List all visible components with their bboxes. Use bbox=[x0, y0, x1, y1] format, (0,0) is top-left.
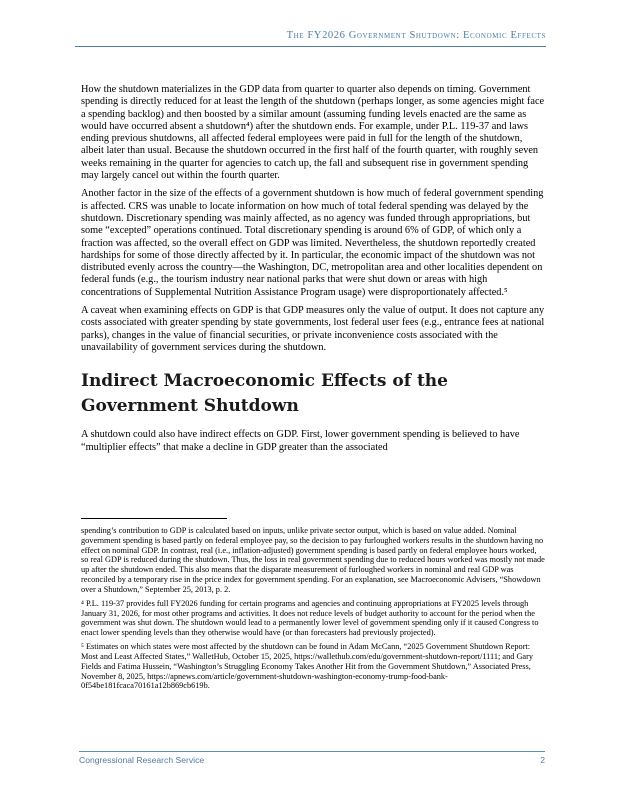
section-heading: Indirect Macroeconomic Effects of the Government Shutdown bbox=[81, 371, 448, 417]
footnotes-section bbox=[81, 518, 545, 696]
footnote-5: ⁵ Estimates on which states were most affected by the shutdown can be found in Adam McCann, “2025 Government Shutdown Report: Most and Least Affected States,” WalletHub, October 15, 2025, https://wallethub.com/edu/government-shutdown-report/1111; and Gary Fields and Fatima Hussein, “Washington’s Struggling Economy Takes Another Hit from the Government Shutdown,” Associated Press, November 8, 2025, https://apnews.com/article/government-shutdown-washington-economy-trump-food-bank-0f54be181fcaca70161a12b869cb619b. bbox=[81, 642, 534, 691]
running-header-title: The FY2026 Government Shutdown: Economic Effects bbox=[286, 30, 546, 41]
footer-organization: Congressional Research Service bbox=[79, 755, 205, 765]
running-footer bbox=[79, 751, 545, 765]
body-paragraph-gdp-caveat: A caveat when examining effects on GDP is that GDP measures only the value of output. It does not capture any costs associated with greater spending by state governments, lost federal user fees (e.g., entrance fees at national parks), changes in the value of financial securities, or private inconvenience costs associated with the unavailability of government services during the shutdown. bbox=[81, 305, 545, 353]
page-content bbox=[81, 84, 545, 460]
body-paragraph-timing: How the shutdown materializes in the GDP data from quarter to quarter also depends on timing. Government spending is directly reduced for at least the length of the shutdown (perhaps longer, as some agencies might face a spending backlog) and then boosted by a similar amount (assuming funding levels enacted are the same as would have occurred absent a shutdown⁴) after the shutdown ends. For example, under P.L. 119-37 and laws ending previous shutdowns, all affected federal employees were paid in full for the length of the shutdown, albeit later than usual. Because the shutdown occurred in the first half of the fourth quarter, with roughly seven weeks remaining in the quarter for agencies to catch up, the fall and subsequent rise in government spending may largely cancel out within the fourth quarter. bbox=[81, 84, 545, 182]
footnote-4: ⁴ P.L. 119-37 provides full FY2026 funding for certain programs and agencies and continuing appropriations at FY2025 levels through January 31, 2026, for most other programs and activities. It does not reduce levels of budget authority to account for the period when the government was shut down. The shutdown would lead to a permanently lower level of government spending only if it caused Congress to enact lower spending levels than they otherwise would have (or than forecasters had previously projected). bbox=[81, 598, 539, 637]
footer-page-number: 2 bbox=[540, 755, 545, 765]
running-header bbox=[75, 25, 546, 47]
footnote-separator-rule bbox=[81, 518, 227, 519]
footnote-continuation: spending’s contribution to GDP is calculated based on inputs, unlike private sector output, which is based on value added. Nominal government spending is based partly on federal employee pay, so the decision to pay furloughed workers results in the shutdown having no effect on nominal GDP. In contrast, real (i.e., inflation-adjusted) government spending is based partly on federal employee hours worked, so real GDP is reduced during the shutdown. Thus, the loss in real government spending due to reduced hours worked was mostly not made up after the shutdown ended. This also means that the disparate measurement of furloughed workers in nominal and real GDP was reconciled by a temporary rise in the price index for government spending. For an explanation, see Macroeconomic Advisers, “Showdown over a Shutdown,” September 25, 2013, p. 2. bbox=[81, 526, 545, 594]
body-paragraph-indirect-effects: A shutdown could also have indirect effects on GDP. First, lower government spending is believed to have “multiplier effects” that make a decline in GDP greater than the associated bbox=[81, 429, 520, 453]
body-paragraph-spending-affected: Another factor in the size of the effects of a government shutdown is how much of federal government spending is affected. CRS was unable to locate information on how much of total federal spending was delayed by the shutdown. Discretionary spending was mainly affected, as no agency was funded through appropriations, but some “excepted” operations continued. Total discretionary spending is around 6% of GDP, of which only a fraction was affected, so the overall effect on GDP was limited. Nevertheless, the shutdown reportedly created hardships for some of those directly affected by it. In particular, the economic impact of the shutdown was not distributed evenly across the country—the Washington, DC, metropolitan area and other localities dependent on federal funds (e.g., the tourism industry near national parks that were shut down or areas with high concentrations of Supplemental Nutrition Assistance Program usage) were disproportionately affected.⁵ bbox=[81, 188, 544, 298]
